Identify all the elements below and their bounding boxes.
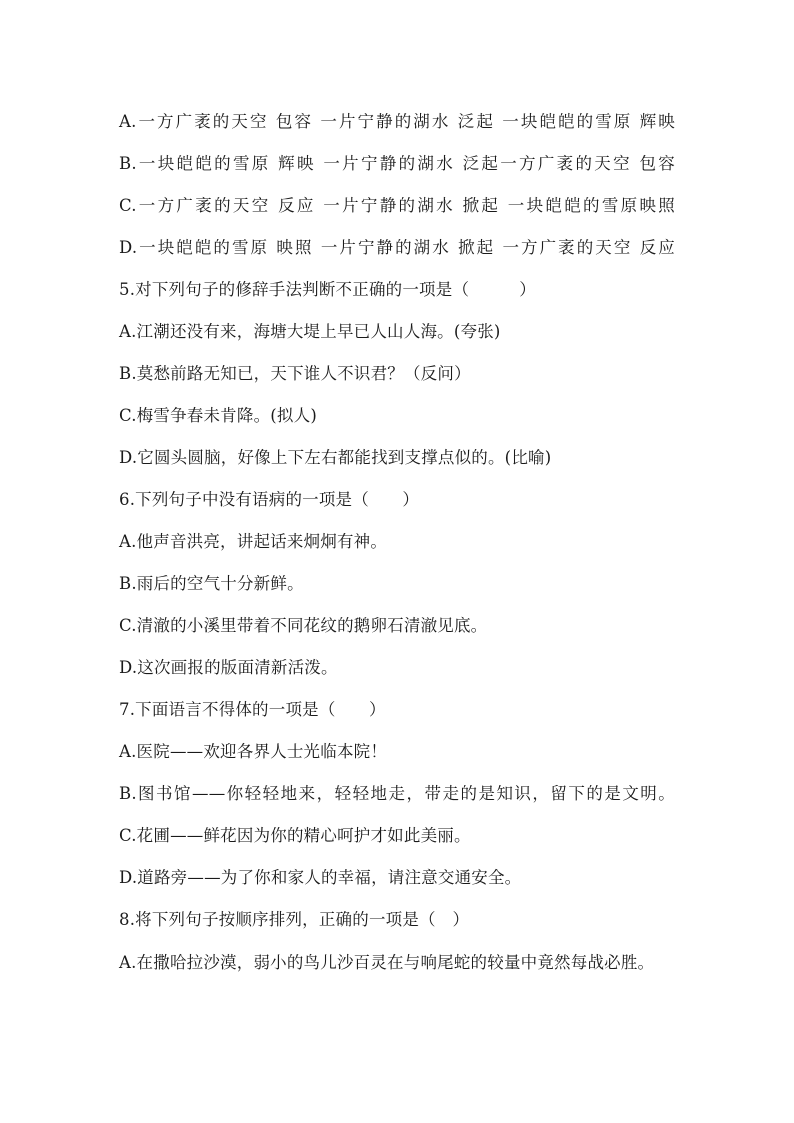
q8-stem: 8.将下列句子按顺序排列，正确的一项是（ ） [119,910,470,929]
q6-option-a: A.他声音洪亮，讲起话来炯炯有神。 [119,532,388,551]
q5-option-a: A.江潮还没有来，海塘大堤上早已人山人海。(夸张) [119,322,501,341]
q8-option-a: A.在撒哈拉沙漠，弱小的鸟儿沙百灵在与响尾蛇的较量中竟然每战必胜。 [119,953,655,972]
q7-stem: 7.下面语言不得体的一项是（ ） [119,700,386,719]
q5-option-d: D.它圆头圆脑，好像上下左右都能找到支撑点似的。(比喻) [119,448,552,467]
q4-option-d: D.一块皑皑的雪原 映照 一片宁静的湖水 掀起 一方广袤的天空 反应 [119,238,675,257]
q4-option-a: A.一方广袤的天空 包容 一片宁静的湖水 泛起 一块皑皑的雪原 辉映 [119,112,675,131]
q7-option-c: C.花圃——鲜花因为你的精心呵护才如此美丽。 [119,826,471,845]
q5-option-b: B.莫愁前路无知已，天下谁人不识君？（反问） [119,364,471,383]
q6-stem: 6.下列句子中没有语病的一项是（ ） [119,490,420,509]
q6-option-b: B.雨后的空气十分新鲜。 [119,574,304,593]
q6-option-c: C.清澈的小溪里带着不同花纹的鹅卵石清澈见底。 [119,616,488,635]
q5-stem: 5.对下列句子的修辞手法判断不正确的一项是（ ） [119,280,536,299]
q4-option-c: C.一方广袤的天空 反应 一片宁静的湖水 掀起 一块皑皑的雪原映照 [119,196,675,215]
question-content [119,112,679,984]
q7-option-d: D.道路旁——为了你和家人的幸福，请注意交通安全。 [119,868,522,887]
q7-option-b: B.图书馆——你轻轻地来，轻轻地走，带走的是知识，留下的是文明。 [119,784,675,803]
q6-option-d: D.这次画报的版面清新活泼。 [119,658,338,677]
q5-option-c: C.梅雪争春未肯降。(拟人) [119,406,317,425]
q7-option-a: A.医院——欢迎各界人士光临本院！ [119,742,388,761]
q4-option-b: B.一块皑皑的雪原 辉映 一片宁静的湖水 泛起一方广袤的天空 包容 [119,154,675,173]
